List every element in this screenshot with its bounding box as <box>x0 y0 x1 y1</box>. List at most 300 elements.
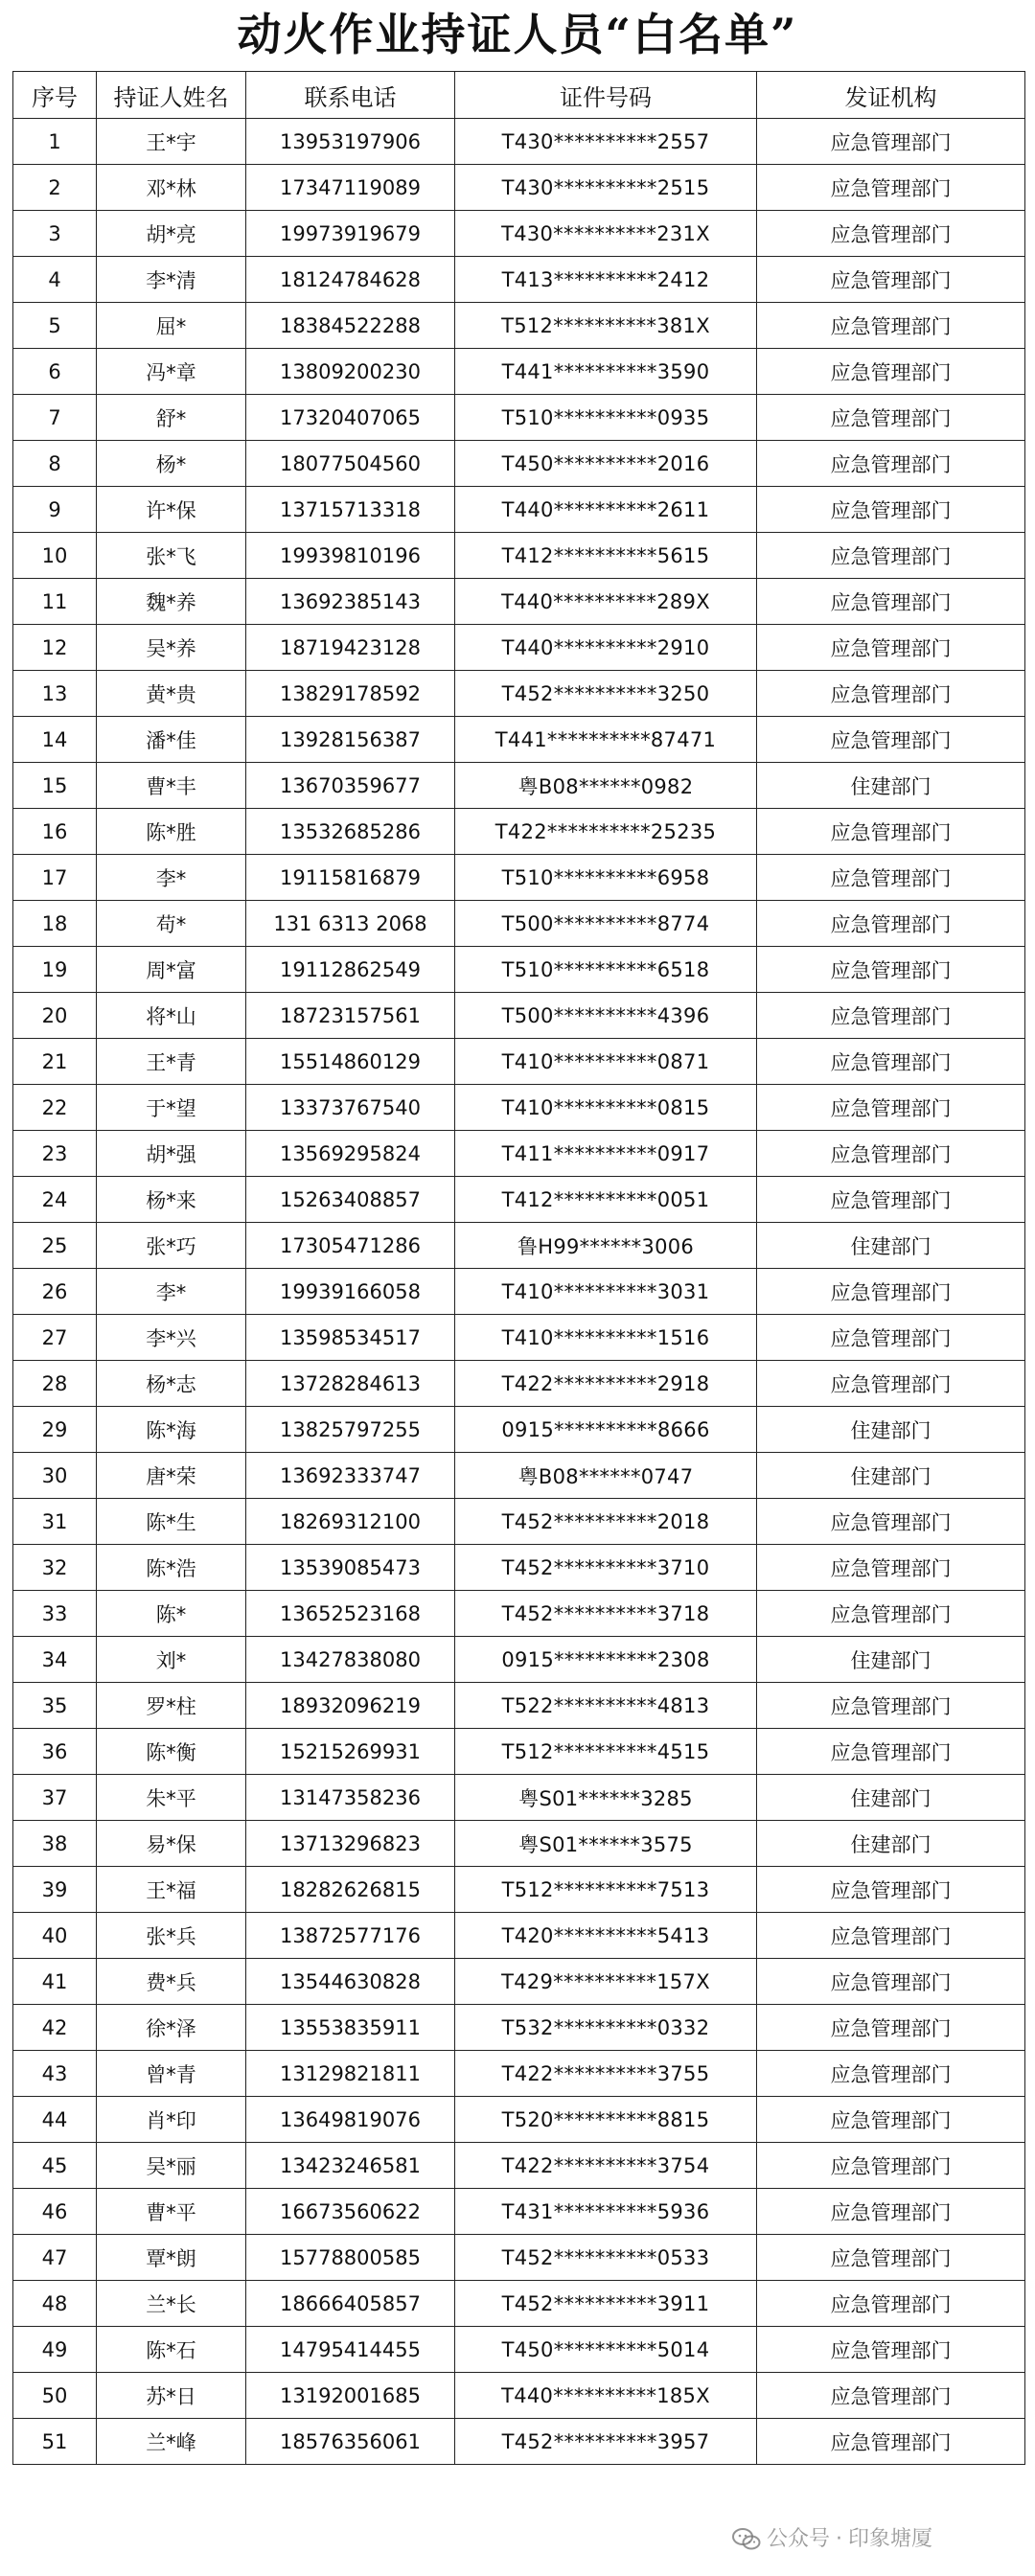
holder-name-cell: 王*宇 <box>97 119 246 165</box>
issuing-authority-cell: 应急管理部门 <box>757 2419 1025 2465</box>
serial-number-cell: 28 <box>13 1361 97 1407</box>
serial-number-cell: 22 <box>13 1085 97 1131</box>
issuing-authority-cell: 应急管理部门 <box>757 1499 1025 1545</box>
certificate-number-cell: T452**********3718 <box>455 1591 757 1637</box>
certificate-number-cell: T512**********381X <box>455 303 757 349</box>
certificate-number-cell: T512**********7513 <box>455 1867 757 1913</box>
serial-number-cell: 42 <box>13 2005 97 2051</box>
phone-cell: 19939166058 <box>246 1269 455 1315</box>
serial-number-cell: 45 <box>13 2143 97 2189</box>
serial-number-cell: 51 <box>13 2419 97 2465</box>
certificate-number-cell: T440**********289X <box>455 579 757 625</box>
issuing-authority-cell: 应急管理部门 <box>757 1131 1025 1177</box>
serial-number-cell: 31 <box>13 1499 97 1545</box>
phone-cell: 13569295824 <box>246 1131 455 1177</box>
table-row <box>13 1867 1025 1913</box>
issuing-authority-cell: 应急管理部门 <box>757 2235 1025 2281</box>
certificate-number-cell: T430**********2515 <box>455 165 757 211</box>
phone-cell: 18576356061 <box>246 2419 455 2465</box>
phone-cell: 13427838080 <box>246 1637 455 1683</box>
certificate-number-cell: T422**********2918 <box>455 1361 757 1407</box>
serial-number-cell: 20 <box>13 993 97 1039</box>
holder-name-cell: 张*飞 <box>97 533 246 579</box>
holder-name-cell: 陈*海 <box>97 1407 246 1453</box>
serial-number-cell: 37 <box>13 1775 97 1821</box>
phone-cell: 13829178592 <box>246 671 455 717</box>
issuing-authority-cell: 应急管理部门 <box>757 303 1025 349</box>
issuing-authority-cell: 应急管理部门 <box>757 2327 1025 2373</box>
watermark-prefix: 公众号 <box>767 2527 831 2551</box>
serial-number-cell: 33 <box>13 1591 97 1637</box>
serial-number-cell: 41 <box>13 1959 97 2005</box>
table-row <box>13 1591 1025 1637</box>
serial-number-cell: 40 <box>13 1913 97 1959</box>
table-row <box>13 1637 1025 1683</box>
certificate-number-cell: T410**********0815 <box>455 1085 757 1131</box>
phone-cell: 19939810196 <box>246 533 455 579</box>
holder-name-cell: 曾*青 <box>97 2051 246 2097</box>
holder-name-cell: 王*青 <box>97 1039 246 1085</box>
holder-name-cell: 李*清 <box>97 257 246 303</box>
holder-name-cell: 苟* <box>97 901 246 947</box>
issuing-authority-cell: 应急管理部门 <box>757 1683 1025 1729</box>
certificate-number-cell: 0915**********2308 <box>455 1637 757 1683</box>
issuing-authority-cell: 应急管理部门 <box>757 441 1025 487</box>
table-row <box>13 1775 1025 1821</box>
certificate-number-cell: T452**********3710 <box>455 1545 757 1591</box>
table-row <box>13 625 1025 671</box>
phone-cell: 15778800585 <box>246 2235 455 2281</box>
issuing-authority-cell: 应急管理部门 <box>757 2143 1025 2189</box>
phone-cell: 13192001685 <box>246 2373 455 2419</box>
certificate-number-cell: T510**********6958 <box>455 855 757 901</box>
issuing-authority-cell: 应急管理部门 <box>757 947 1025 993</box>
holder-name-cell: 陈*胜 <box>97 809 246 855</box>
table-row <box>13 487 1025 533</box>
table-row <box>13 1315 1025 1361</box>
serial-number-cell: 47 <box>13 2235 97 2281</box>
holder-name-cell: 曹*丰 <box>97 763 246 809</box>
wechat-icon <box>732 2527 761 2552</box>
page-title: 动火作业持证人员“白名单” <box>237 9 798 60</box>
holder-name-cell: 陈*衡 <box>97 1729 246 1775</box>
table-row <box>13 763 1025 809</box>
table-body <box>13 119 1025 2465</box>
table-row <box>13 1269 1025 1315</box>
serial-number-cell: 35 <box>13 1683 97 1729</box>
holder-name-cell: 吴*丽 <box>97 2143 246 2189</box>
certificate-number-cell: T452**********3957 <box>455 2419 757 2465</box>
phone-cell: 13953197906 <box>246 119 455 165</box>
issuing-authority-cell: 应急管理部门 <box>757 579 1025 625</box>
serial-number-cell: 1 <box>13 119 97 165</box>
header-serial-number: 序号 <box>13 72 97 119</box>
table-row <box>13 2419 1025 2465</box>
certificate-number-cell: T510**********6518 <box>455 947 757 993</box>
phone-cell: 13544630828 <box>246 1959 455 2005</box>
certificate-number-cell: T422**********3754 <box>455 2143 757 2189</box>
phone-cell: 18077504560 <box>246 441 455 487</box>
phone-cell: 16673560622 <box>246 2189 455 2235</box>
phone-cell: 131 6313 2068 <box>246 901 455 947</box>
table-row <box>13 993 1025 1039</box>
phone-cell: 13532685286 <box>246 809 455 855</box>
table-row <box>13 2051 1025 2097</box>
holder-name-cell: 唐*荣 <box>97 1453 246 1499</box>
phone-cell: 13692333747 <box>246 1453 455 1499</box>
certificate-number-cell: 粤S01******3285 <box>455 1775 757 1821</box>
phone-cell: 18719423128 <box>246 625 455 671</box>
table-row <box>13 2143 1025 2189</box>
serial-number-cell: 4 <box>13 257 97 303</box>
certificate-number-cell: T420**********5413 <box>455 1913 757 1959</box>
header-issuing-authority: 发证机构 <box>757 72 1025 119</box>
table-row <box>13 1821 1025 1867</box>
holder-name-cell: 陈*石 <box>97 2327 246 2373</box>
issuing-authority-cell: 应急管理部门 <box>757 1269 1025 1315</box>
holder-name-cell: 杨* <box>97 441 246 487</box>
issuing-authority-cell: 应急管理部门 <box>757 1591 1025 1637</box>
certificate-number-cell: T422**********3755 <box>455 2051 757 2097</box>
certificate-number-cell: 粤B08******0982 <box>455 763 757 809</box>
serial-number-cell: 2 <box>13 165 97 211</box>
phone-cell: 13598534517 <box>246 1315 455 1361</box>
holder-name-cell: 张*巧 <box>97 1223 246 1269</box>
serial-number-cell: 27 <box>13 1315 97 1361</box>
table-row <box>13 1959 1025 2005</box>
serial-number-cell: 12 <box>13 625 97 671</box>
phone-cell: 19112862549 <box>246 947 455 993</box>
serial-number-cell: 3 <box>13 211 97 257</box>
holder-name-cell: 杨*志 <box>97 1361 246 1407</box>
table-row <box>13 1545 1025 1591</box>
serial-number-cell: 13 <box>13 671 97 717</box>
certificate-number-cell: T452**********0533 <box>455 2235 757 2281</box>
issuing-authority-cell: 住建部门 <box>757 1453 1025 1499</box>
certificate-number-cell: T440**********2910 <box>455 625 757 671</box>
table-row <box>13 533 1025 579</box>
phone-cell: 19115816879 <box>246 855 455 901</box>
holder-name-cell: 许*保 <box>97 487 246 533</box>
certificate-number-cell: T440**********185X <box>455 2373 757 2419</box>
serial-number-cell: 36 <box>13 1729 97 1775</box>
serial-number-cell: 16 <box>13 809 97 855</box>
serial-number-cell: 18 <box>13 901 97 947</box>
phone-cell: 15215269931 <box>246 1729 455 1775</box>
certified-personnel-table <box>12 71 1025 2465</box>
certificate-number-cell: T412**********5615 <box>455 533 757 579</box>
holder-name-cell: 冯*章 <box>97 349 246 395</box>
holder-name-cell: 曹*平 <box>97 2189 246 2235</box>
issuing-authority-cell: 应急管理部门 <box>757 119 1025 165</box>
phone-cell: 17320407065 <box>246 395 455 441</box>
issuing-authority-cell: 应急管理部门 <box>757 671 1025 717</box>
issuing-authority-cell: 应急管理部门 <box>757 717 1025 763</box>
certificate-number-cell: 0915**********8666 <box>455 1407 757 1453</box>
table-row <box>13 1407 1025 1453</box>
phone-cell: 14795414455 <box>246 2327 455 2373</box>
table-row <box>13 1453 1025 1499</box>
holder-name-cell: 兰*峰 <box>97 2419 246 2465</box>
table-row <box>13 947 1025 993</box>
phone-cell: 13670359677 <box>246 763 455 809</box>
certificate-number-cell: T500**********4396 <box>455 993 757 1039</box>
certificate-number-cell: T413**********2412 <box>455 257 757 303</box>
table-row <box>13 303 1025 349</box>
serial-number-cell: 38 <box>13 1821 97 1867</box>
table-row <box>13 1223 1025 1269</box>
phone-cell: 13129821811 <box>246 2051 455 2097</box>
holder-name-cell: 魏*养 <box>97 579 246 625</box>
table-row <box>13 395 1025 441</box>
phone-cell: 13692385143 <box>246 579 455 625</box>
serial-number-cell: 26 <box>13 1269 97 1315</box>
phone-cell: 15263408857 <box>246 1177 455 1223</box>
serial-number-cell: 15 <box>13 763 97 809</box>
issuing-authority-cell: 应急管理部门 <box>757 165 1025 211</box>
table-row <box>13 2189 1025 2235</box>
certificate-number-cell: 鲁H99******3006 <box>455 1223 757 1269</box>
table-row <box>13 2235 1025 2281</box>
table-row <box>13 901 1025 947</box>
holder-name-cell: 兰*长 <box>97 2281 246 2327</box>
table-row <box>13 1039 1025 1085</box>
serial-number-cell: 24 <box>13 1177 97 1223</box>
holder-name-cell: 王*福 <box>97 1867 246 1913</box>
serial-number-cell: 23 <box>13 1131 97 1177</box>
serial-number-cell: 10 <box>13 533 97 579</box>
issuing-authority-cell: 应急管理部门 <box>757 1315 1025 1361</box>
phone-cell: 18124784628 <box>246 257 455 303</box>
serial-number-cell: 11 <box>13 579 97 625</box>
certificate-number-cell: T430**********2557 <box>455 119 757 165</box>
table-row <box>13 809 1025 855</box>
issuing-authority-cell: 住建部门 <box>757 1223 1025 1269</box>
serial-number-cell: 48 <box>13 2281 97 2327</box>
table-row <box>13 441 1025 487</box>
certificate-number-cell: T532**********0332 <box>455 2005 757 2051</box>
certificate-number-cell: T520**********8815 <box>455 2097 757 2143</box>
holder-name-cell: 费*兵 <box>97 1959 246 2005</box>
holder-name-cell: 邓*林 <box>97 165 246 211</box>
serial-number-cell: 34 <box>13 1637 97 1683</box>
holder-name-cell: 屈* <box>97 303 246 349</box>
phone-cell: 13373767540 <box>246 1085 455 1131</box>
serial-number-cell: 9 <box>13 487 97 533</box>
issuing-authority-cell: 应急管理部门 <box>757 809 1025 855</box>
holder-name-cell: 李* <box>97 855 246 901</box>
phone-cell: 13728284613 <box>246 1361 455 1407</box>
holder-name-cell: 罗*柱 <box>97 1683 246 1729</box>
issuing-authority-cell: 应急管理部门 <box>757 1361 1025 1407</box>
table-row <box>13 855 1025 901</box>
table-row <box>13 1913 1025 1959</box>
table-header-row <box>13 72 1025 119</box>
holder-name-cell: 李*兴 <box>97 1315 246 1361</box>
issuing-authority-cell: 应急管理部门 <box>757 257 1025 303</box>
issuing-authority-cell: 应急管理部门 <box>757 1085 1025 1131</box>
issuing-authority-cell: 应急管理部门 <box>757 1177 1025 1223</box>
certificate-number-cell: T450**********5014 <box>455 2327 757 2373</box>
holder-name-cell: 朱*平 <box>97 1775 246 1821</box>
table-row <box>13 579 1025 625</box>
holder-name-cell: 吴*养 <box>97 625 246 671</box>
phone-cell: 13809200230 <box>246 349 455 395</box>
certificate-number-cell: T422**********25235 <box>455 809 757 855</box>
holder-name-cell: 周*富 <box>97 947 246 993</box>
certificate-number-cell: 粤B08******0747 <box>455 1453 757 1499</box>
issuing-authority-cell: 应急管理部门 <box>757 2281 1025 2327</box>
serial-number-cell: 39 <box>13 1867 97 1913</box>
issuing-authority-cell: 应急管理部门 <box>757 2189 1025 2235</box>
phone-cell: 18723157561 <box>246 993 455 1039</box>
holder-name-cell: 杨*来 <box>97 1177 246 1223</box>
serial-number-cell: 46 <box>13 2189 97 2235</box>
issuing-authority-cell: 应急管理部门 <box>757 2005 1025 2051</box>
certificate-number-cell: T410**********1516 <box>455 1315 757 1361</box>
holder-name-cell: 李* <box>97 1269 246 1315</box>
watermark-separator: · <box>836 2527 843 2551</box>
certificate-number-cell: T431**********5936 <box>455 2189 757 2235</box>
serial-number-cell: 14 <box>13 717 97 763</box>
table-row <box>13 717 1025 763</box>
serial-number-cell: 6 <box>13 349 97 395</box>
holder-name-cell: 张*兵 <box>97 1913 246 1959</box>
issuing-authority-cell: 应急管理部门 <box>757 901 1025 947</box>
phone-cell: 13872577176 <box>246 1913 455 1959</box>
certificate-number-cell: T450**********2016 <box>455 441 757 487</box>
table-row <box>13 1361 1025 1407</box>
serial-number-cell: 50 <box>13 2373 97 2419</box>
certificate-number-cell: T452**********3250 <box>455 671 757 717</box>
holder-name-cell: 舒* <box>97 395 246 441</box>
issuing-authority-cell: 应急管理部门 <box>757 2051 1025 2097</box>
phone-cell: 13928156387 <box>246 717 455 763</box>
certificate-number-cell: T430**********231X <box>455 211 757 257</box>
issuing-authority-cell: 应急管理部门 <box>757 1959 1025 2005</box>
table-row <box>13 165 1025 211</box>
watermark-account-name: 印象塘厦 <box>848 2527 933 2551</box>
serial-number-cell: 17 <box>13 855 97 901</box>
issuing-authority-cell: 住建部门 <box>757 1775 1025 1821</box>
phone-cell: 18282626815 <box>246 1867 455 1913</box>
issuing-authority-cell: 应急管理部门 <box>757 855 1025 901</box>
holder-name-cell: 易*保 <box>97 1821 246 1867</box>
table-row <box>13 1131 1025 1177</box>
issuing-authority-cell: 应急管理部门 <box>757 395 1025 441</box>
serial-number-cell: 32 <box>13 1545 97 1591</box>
issuing-authority-cell: 应急管理部门 <box>757 625 1025 671</box>
header-phone: 联系电话 <box>246 72 455 119</box>
phone-cell: 18384522288 <box>246 303 455 349</box>
phone-cell: 13825797255 <box>246 1407 455 1453</box>
serial-number-cell: 29 <box>13 1407 97 1453</box>
table-row <box>13 1085 1025 1131</box>
holder-name-cell: 陈*生 <box>97 1499 246 1545</box>
phone-cell: 13713296823 <box>246 1821 455 1867</box>
phone-cell: 13539085473 <box>246 1545 455 1591</box>
certificate-number-cell: T410**********3031 <box>455 1269 757 1315</box>
holder-name-cell: 于*望 <box>97 1085 246 1131</box>
table-row <box>13 2281 1025 2327</box>
certificate-number-cell: T410**********0871 <box>455 1039 757 1085</box>
certificate-number-cell: T440**********2611 <box>455 487 757 533</box>
table-row <box>13 119 1025 165</box>
serial-number-cell: 8 <box>13 441 97 487</box>
serial-number-cell: 49 <box>13 2327 97 2373</box>
table-row <box>13 2327 1025 2373</box>
holder-name-cell: 肖*印 <box>97 2097 246 2143</box>
issuing-authority-cell: 应急管理部门 <box>757 1913 1025 1959</box>
issuing-authority-cell: 应急管理部门 <box>757 487 1025 533</box>
table-row <box>13 671 1025 717</box>
serial-number-cell: 5 <box>13 303 97 349</box>
header-holder-name: 持证人姓名 <box>97 72 246 119</box>
certificate-number-cell: T512**********4515 <box>455 1729 757 1775</box>
holder-name-cell: 潘*佳 <box>97 717 246 763</box>
table-row <box>13 2097 1025 2143</box>
issuing-authority-cell: 应急管理部门 <box>757 2373 1025 2419</box>
certificate-number-cell: T412**********0051 <box>455 1177 757 1223</box>
phone-cell: 18269312100 <box>246 1499 455 1545</box>
certificate-number-cell: T452**********3911 <box>455 2281 757 2327</box>
phone-cell: 13652523168 <box>246 1591 455 1637</box>
issuing-authority-cell: 应急管理部门 <box>757 533 1025 579</box>
issuing-authority-cell: 应急管理部门 <box>757 211 1025 257</box>
holder-name-cell: 胡*亮 <box>97 211 246 257</box>
issuing-authority-cell: 应急管理部门 <box>757 993 1025 1039</box>
certificate-number-cell: T522**********4813 <box>455 1683 757 1729</box>
phone-cell: 18932096219 <box>246 1683 455 1729</box>
phone-cell: 19973919679 <box>246 211 455 257</box>
holder-name-cell: 陈* <box>97 1591 246 1637</box>
certificate-number-cell: T510**********0935 <box>455 395 757 441</box>
serial-number-cell: 19 <box>13 947 97 993</box>
serial-number-cell: 21 <box>13 1039 97 1085</box>
issuing-authority-cell: 应急管理部门 <box>757 349 1025 395</box>
table-row <box>13 257 1025 303</box>
serial-number-cell: 43 <box>13 2051 97 2097</box>
table-row <box>13 1729 1025 1775</box>
issuing-authority-cell: 住建部门 <box>757 763 1025 809</box>
table-row <box>13 1177 1025 1223</box>
issuing-authority-cell: 应急管理部门 <box>757 1545 1025 1591</box>
certificate-number-cell: T500**********8774 <box>455 901 757 947</box>
watermark <box>732 2520 932 2559</box>
holder-name-cell: 将*山 <box>97 993 246 1039</box>
table-row <box>13 349 1025 395</box>
serial-number-cell: 44 <box>13 2097 97 2143</box>
holder-name-cell: 刘* <box>97 1637 246 1683</box>
certificate-number-cell: T429**********157X <box>455 1959 757 2005</box>
holder-name-cell: 覃*朗 <box>97 2235 246 2281</box>
issuing-authority-cell: 住建部门 <box>757 1821 1025 1867</box>
issuing-authority-cell: 应急管理部门 <box>757 2097 1025 2143</box>
header-certificate-number: 证件号码 <box>455 72 757 119</box>
table-row <box>13 2005 1025 2051</box>
issuing-authority-cell: 应急管理部门 <box>757 1039 1025 1085</box>
issuing-authority-cell: 住建部门 <box>757 1407 1025 1453</box>
phone-cell: 13553835911 <box>246 2005 455 2051</box>
issuing-authority-cell: 应急管理部门 <box>757 1729 1025 1775</box>
table-row <box>13 1499 1025 1545</box>
table-row <box>13 211 1025 257</box>
holder-name-cell: 苏*日 <box>97 2373 246 2419</box>
phone-cell: 13715713318 <box>246 487 455 533</box>
issuing-authority-cell: 应急管理部门 <box>757 1867 1025 1913</box>
certificate-number-cell: T441**********3590 <box>455 349 757 395</box>
phone-cell: 17347119089 <box>246 165 455 211</box>
